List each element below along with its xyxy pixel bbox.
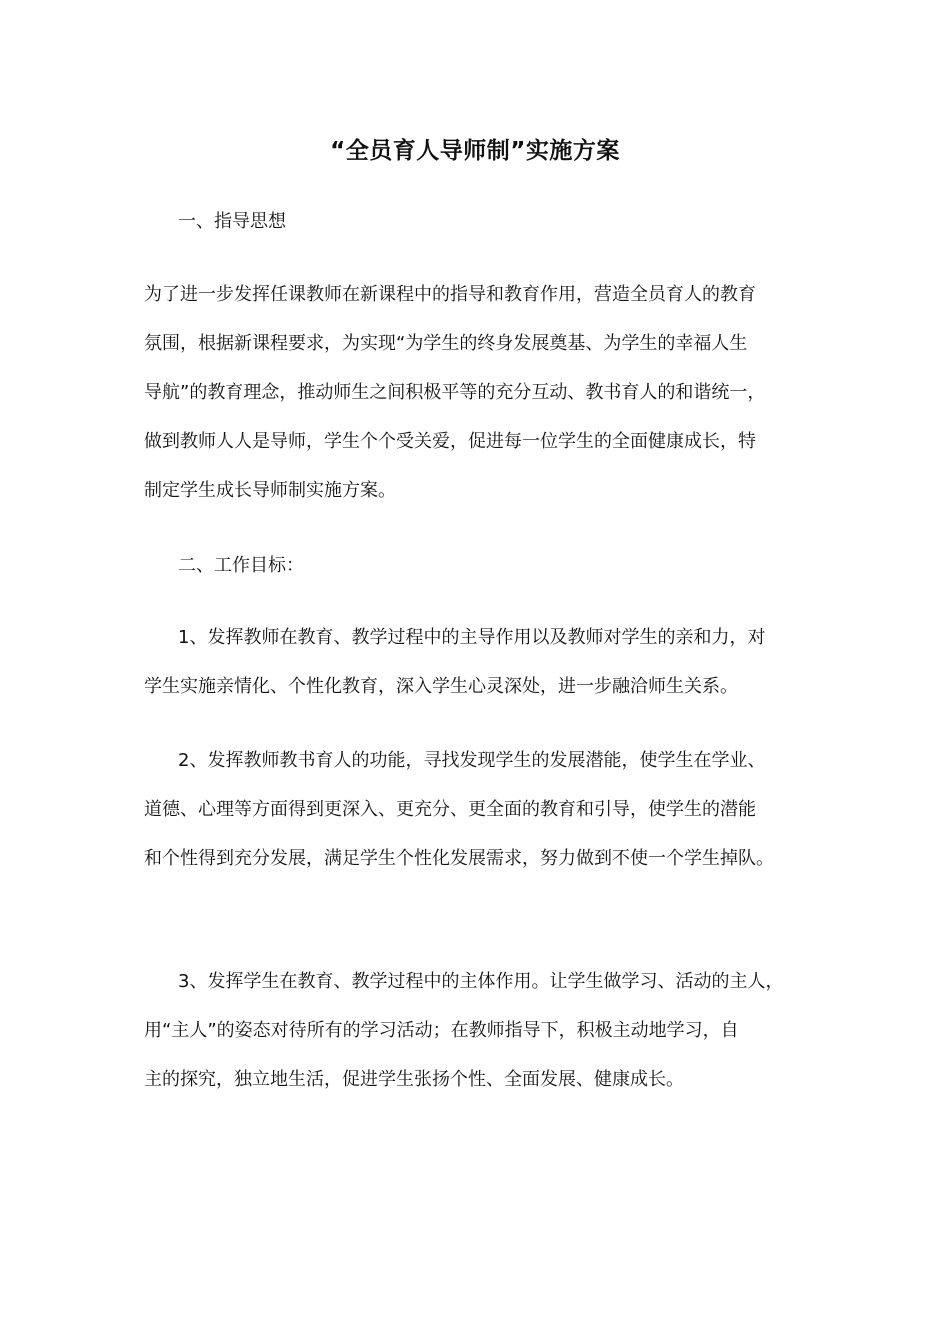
- paragraph-line: 2、发挥教师教书育人的功能，寻找发现学生的发展潜能，使学生在学业、: [178, 750, 766, 771]
- paragraph-goal-1: [144, 613, 824, 711]
- paragraph-line: 制定学生成长导师制实施方案。: [144, 480, 396, 501]
- paragraph-line: 3、发挥学生在教育、教学过程中的主体作用。让学生做学习、活动的主人，: [178, 971, 784, 992]
- paragraph-line: 和个性得到充分发展，满足学生个性化发展需求，努力做到不使一个学生掉队。: [144, 848, 774, 869]
- paragraph-line: 1、发挥教师在教育、教学过程中的主导作用以及教师对学生的亲和力，对: [178, 627, 766, 648]
- paragraph-guiding-thought: [144, 270, 824, 515]
- paragraph-line: 为了进一步发挥任课教师在新课程中的指导和教育作用，营造全员育人的教育: [144, 284, 756, 305]
- document-title: “全员育人导师制”实施方案: [330, 138, 620, 164]
- paragraph-line: 学生实施亲情化、个性化教育，深入学生心灵深处，进一步融洽师生关系。: [144, 676, 738, 697]
- paragraph-line: 主的探究，独立地生活，促进学生张扬个性、全面发展、健康成长。: [144, 1069, 684, 1090]
- paragraph-goal-2: [144, 736, 824, 883]
- paragraph-line: 做到教师人人是导师，学生个个受关爱，促进每一位学生的全面健康成长，特: [144, 431, 756, 452]
- paragraph-line: 道德、心理等方面得到更深入、更充分、更全面的教育和引导，使学生的潜能: [144, 799, 756, 820]
- paragraph-line: 氛围，根据新课程要求，为实现“为学生的终身发展奠基、为学生的幸福人生: [144, 333, 748, 354]
- paragraph-goal-3: [144, 957, 824, 1104]
- paragraph-line: 用“主人”的姿态对待所有的学习活动；在教师指导下，积极主动地学习，自: [144, 1020, 739, 1041]
- section-heading-work-goals: 二、工作目标：: [178, 555, 304, 576]
- section-heading-guiding-thought: 一、指导思想: [178, 211, 286, 232]
- paragraph-line: 导航”的教育理念，推动师生之间积极平等的充分互动、教书育人的和谐统一，: [144, 382, 766, 403]
